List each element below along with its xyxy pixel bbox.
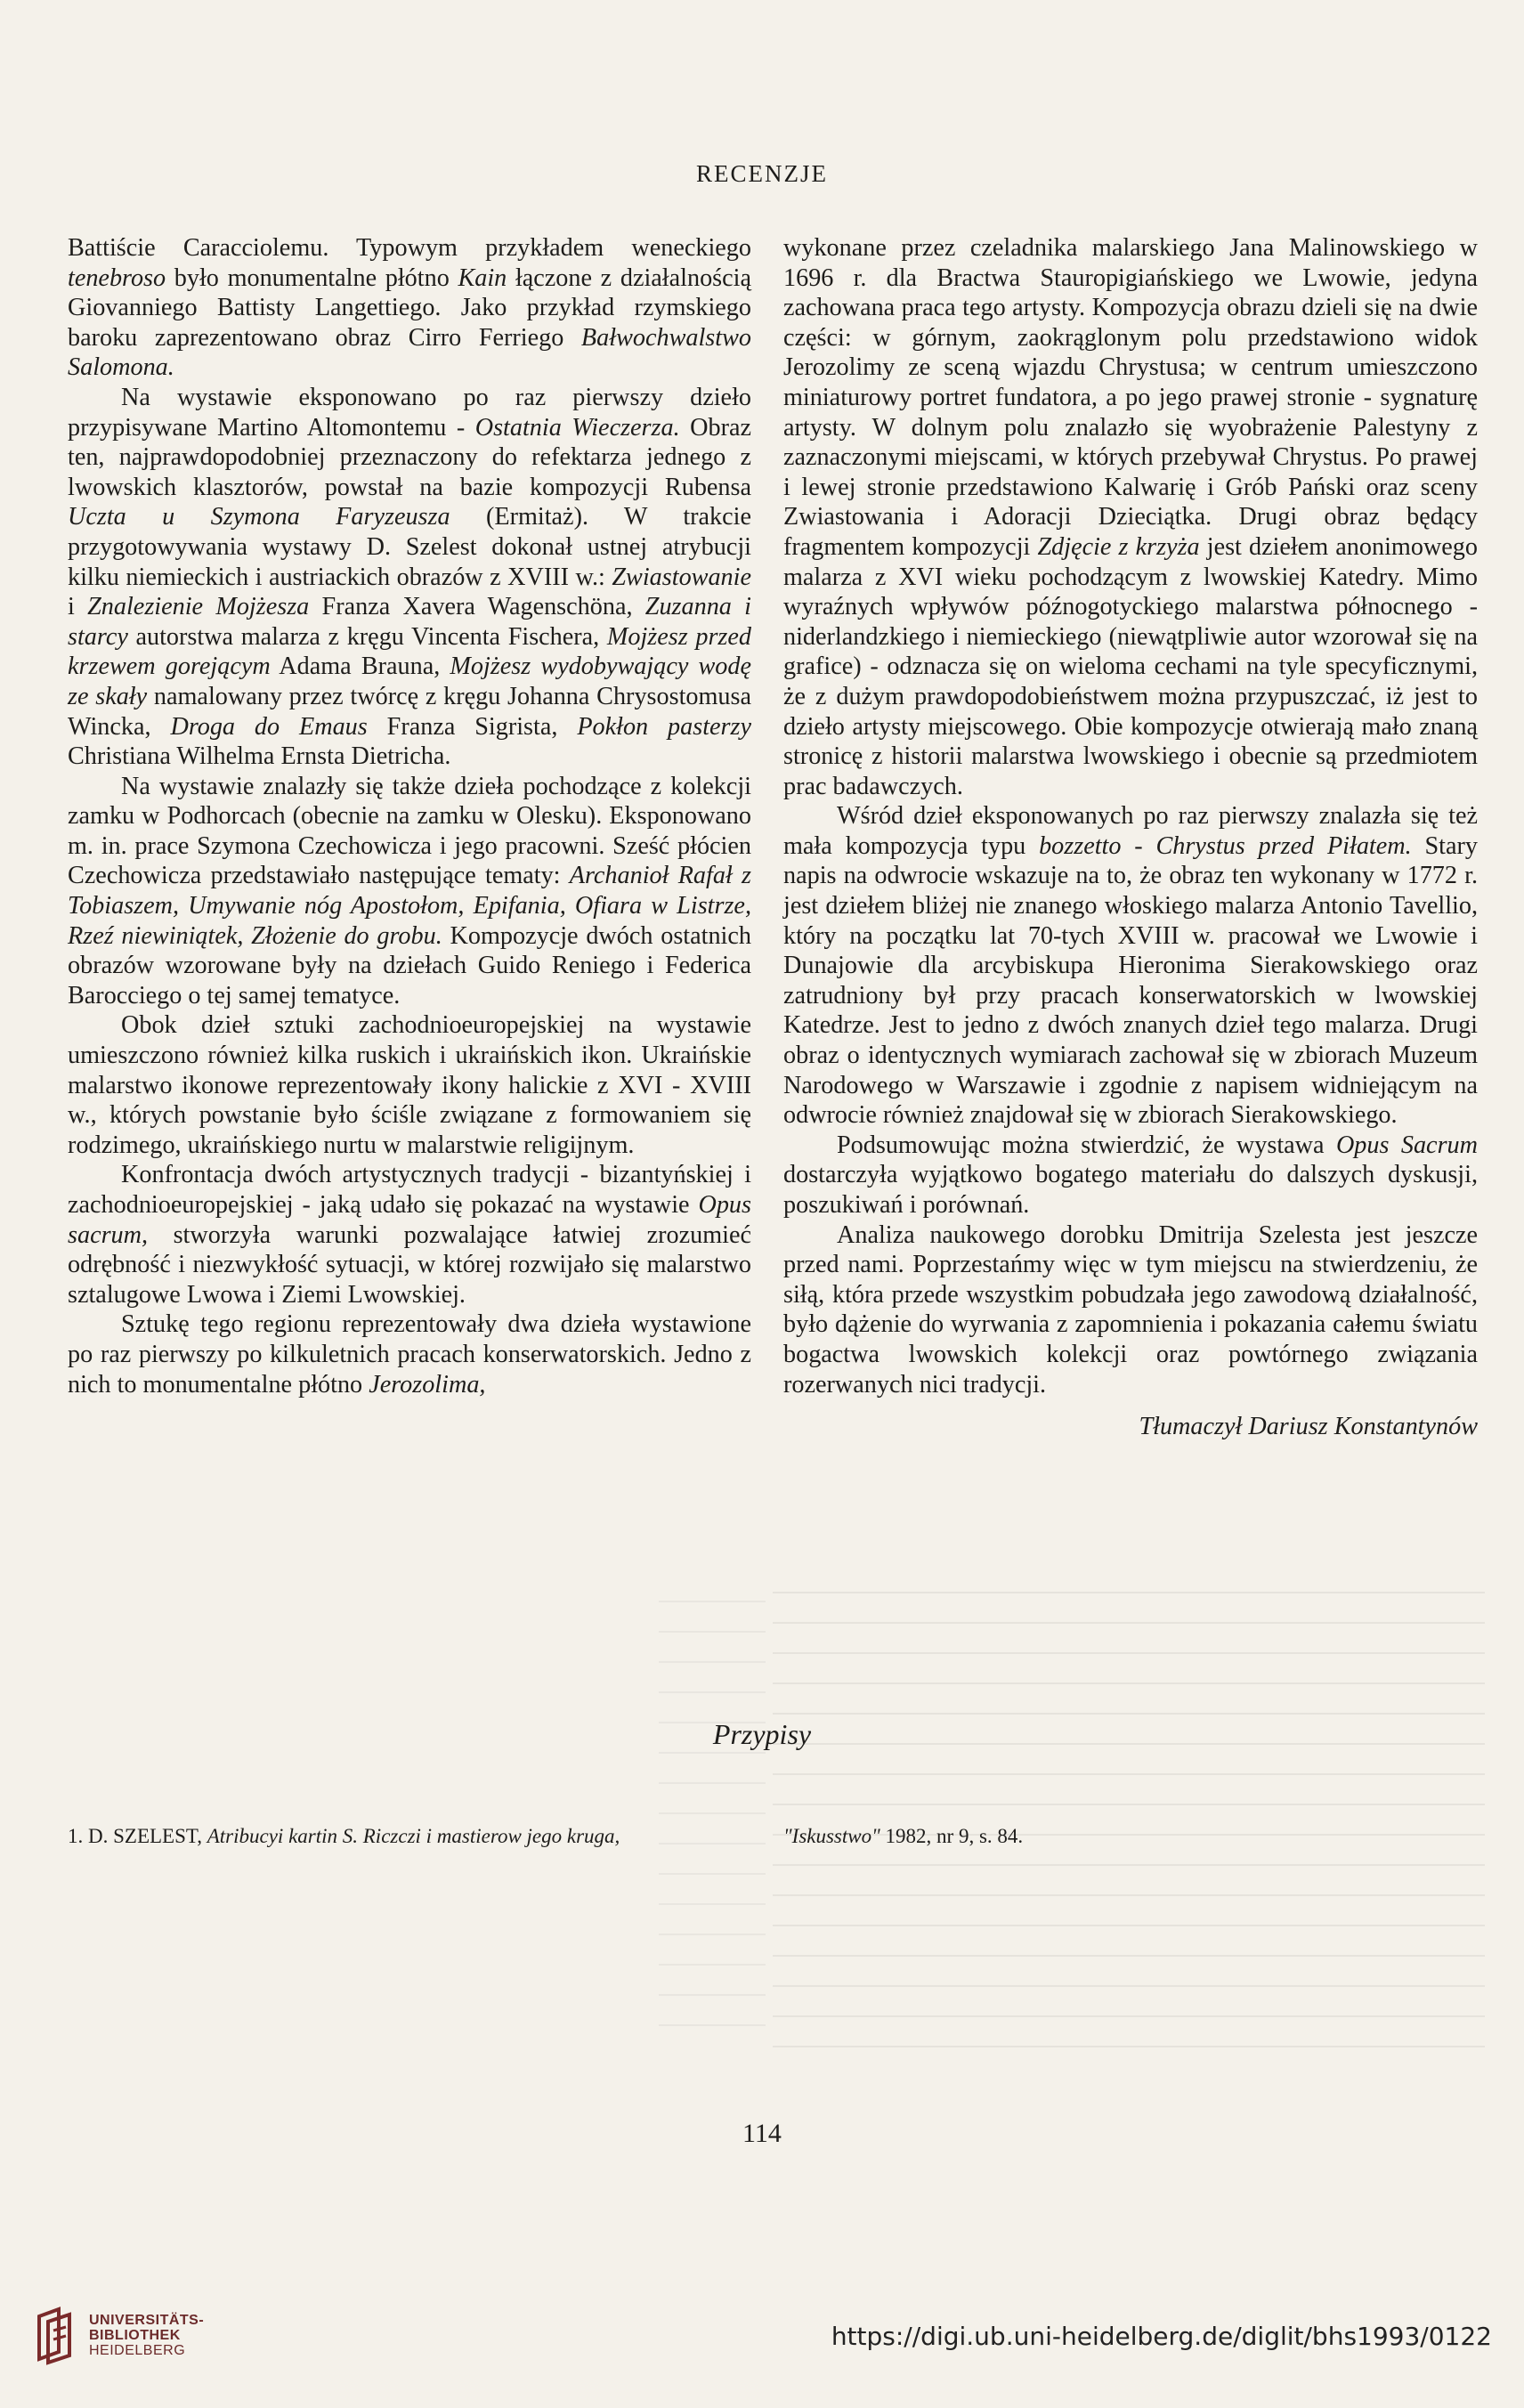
footnote-prefix: 1. D. SZELEST,: [68, 1825, 207, 1847]
left-column-paragraph: Na wystawie znalazły się także dzieła pochodzące z kolekcji zamku w Podhorcach (obecnie na zamku w Olesku). Eksponowano m. in. prace Szymona Czechowicza i jego pracowni. Sześć płócien Czechowicza przedstawiało następujące tematy: Archanioł Rafał z Tobiaszem, Umywanie nóg Apostołom, Epifania, Ofiara w Listrze, Rzeź niewiniątek, Złożenie do grobu. Kompozycje dwóch ostatnich obrazów wzorowane były na dziełach Guido Reniego i Federica Barocciego o tej samej tematyce.: [68, 772, 752, 1009]
library-name-line1: UNIVERSITÄTS-: [89, 2313, 205, 2328]
library-name-line2: BIBLIOTHEK: [89, 2328, 181, 2343]
left-column-paragraph: Sztukę tego regionu reprezentowały dwa dzieła wystawione po raz pierwszy po kilkuletnich pracach konserwatorskich. Jedno z nich to monumentalne płótno Jerozolima,: [68, 1310, 751, 1399]
page-number: 114: [742, 2119, 782, 2148]
left-column-paragraph: Na wystawie eksponowano po raz pierwszy dzieło przypisywane Martino Altomontemu - Ostatnia Wieczerza. Obraz ten, najprawdopodobniej przeznaczony do refektarza jednego z lwowskich klasztorów, powstał na bazie kompozycji Rubensa Uczta u Szymona Faryzeusza (Ermitaż). W trakcie przygotowywania wystawy D. Szelest dokonał ustnej atrybucji kilku niemieckich i austriackich obrazów z XVIII w.: Zwiastowanie i Znalezienie Mojżesza Franza Xavera Wagenschöna, Zuzanna i starcy autorstwa malarza z kręgu Vincenta Fischera, Mojżesz przed krzewem gorejącym Adama Brauna, Mojżesz wydobywający wodę ze skały namalowany przez twórcę z kręgu Johanna Chrysostomusa Wincka, Droga do Emaus Franza Sigrista, Pokłon pasterzy Christiana Wilhelma Ernsta Dietricha.: [68, 383, 752, 771]
footnote-journal: "Iskusstwo": [783, 1825, 880, 1847]
right-column: [783, 233, 1478, 1442]
bleed-through-text-left: [659, 1585, 766, 2047]
footnote-title: Atribucyi kartin S. Riczczi i mastierow jego kruga,: [207, 1825, 620, 1847]
translator-signature: Tłumaczył Dariusz Konstantynów: [1139, 1413, 1478, 1441]
footnote-source: [783, 1825, 1023, 1848]
running-header: RECENZJE: [696, 160, 828, 187]
source-url-link[interactable]: https://digi.ub.uni-heidelberg.de/diglit/bhs1993/0122: [831, 2322, 1492, 2351]
right-column-paragraph: wykonane przez czeladnika malarskiego Jana Malinowskiego w 1696 r. dla Bractwa Stauropigiańskiego we Lwowie, jedyna zachowana praca tego artysty. Kompozycja obrazu dzieli się na dwie części: w górnym, zaokrąglonym polu przedstawiono widok Jerozolimy ze sceną wjazdu Chrystusa; w centrum umieszczono miniaturowy portret fundatora, a po jego prawej stronie - sygnaturę artysty. W dolnym polu znalazło się wyobrażenie Palestyny z zaznaczonymi miejscami, w których przebywał Chrystus. Po prawej i lewej stronie przedstawiono Kalwarię i Grób Pański oraz sceny Zwiastowania i Adoracji Dzieciątka. Drugi obraz będący fragmentem kompozycji Zdjęcie z krzyża jest dziełem anonimowego malarza z XVI wieku pochodzącym z lwowskiej Katedry. Mimo wyraźnych wpływów późnogotyckiego malarstwa północnego - niderlandzkiego i niemieckiego (niewątpliwie autor wzorował się na grafice) - odznacza się on wieloma cechami na tyle specyficznymi, że z dużym prawdopodobieństwem można przypuszczać, iż jest to dzieło artysty miejscowego. Obie kompozycje otwierają mało znaną stronicę z historii malarstwa lwowskiego i obecnie są przedmiotem prac badawczych.: [783, 234, 1478, 800]
library-name[interactable]: [89, 2313, 204, 2358]
footnote-issue: 1982, nr 9, s. 84.: [880, 1825, 1024, 1847]
footnote-1: [68, 1825, 1492, 1848]
footnotes-heading: Przypisy: [712, 1718, 812, 1750]
right-column-paragraph: Podsumowując można stwierdzić, że wystawa Opus Sacrum dostarczyła wyjątkowo bogatego materiału do dalszych dyskusji, poszukiwań i porównań.: [783, 1131, 1478, 1219]
left-column-paragraph: Battiście Caracciolemu. Typowym przykładem weneckiego tenebroso było monumentalne płótno Kain łączone z działalnością Giovanniego Battisty Langettiego. Jako przykład rzymskiego baroku zaprezentowano obraz Cirro Ferriego Bałwochwalstwo Salomona.: [68, 234, 751, 382]
library-name-line3: HEIDELBERG: [89, 2343, 186, 2358]
library-logo-icon[interactable]: [32, 2304, 77, 2366]
left-column: [68, 233, 751, 1399]
left-column-paragraph: Obok dzieł sztuki zachodnioeuropejskiej na wystawie umieszczono również kilka ruskich i ukraińskich ikon. Ukraińskie malarstwo ikonowe reprezentowały ikony halickie z XVI - XVIII w., których powstanie było ściśle związane z formowaniem się rodzimego, ukraińskiego nurtu w malarstwie religijnym.: [68, 1011, 751, 1159]
right-column-paragraph: Wśród dzieł eksponowanych po raz pierwszy znalazła się też mała kompozycja typu bozzetto - Chrystus przed Piłatem. Stary napis na odwrocie wskazuje na to, że obraz ten wykonany w 1772 r. jest dziełem bliżej nie znanego włoskiego malarza Antonio Tavellio, który na początku lat 70-tych XVIII w. pracował we Lwowie i Dunajowie dla arcybiskupa Hieronima Sierakowskiego oraz zatrudniony był przy pracach konserwatorskich w lwowskiej Katedrze. Jest to jedno z dwóch znanych dzieł tego malarza. Drugi obraz o identycznych wymiarach zachował się w zbiorach Muzeum Narodowego w Warszawie i zgodnie z napisem widniejącym na odwrocie również znajdował się w zbiorach Sierakowskiego.: [783, 802, 1478, 1130]
left-column-paragraph: Konfrontacja dwóch artystycznych tradycji - bizantyńskiej i zachodnioeuropejskiej - jaką udało się pokazać na wystawie Opus sacrum, stworzyła warunki pozwalające łatwiej zrozumieć odrębność i niezwykłość sytuacji, w której rozwijało się malarstwo sztalugowe Lwowa i Ziemi Lwowskiej.: [68, 1161, 751, 1309]
right-column-paragraph: Analiza naukowego dorobku Dmitrija Szelesta jest jeszcze przed nami. Poprzestańmy więc w tym miejscu na stwierdzeniu, że siłą, która przede wszystkim pobudzała jego zawodową działalność, było dążenie do wyrwania z zapomnienia i pokazania całemu światu bogactwa lwowskich kolekcji oraz powtórnego związania rozerwanych nici tradycji.: [783, 1220, 1478, 1399]
